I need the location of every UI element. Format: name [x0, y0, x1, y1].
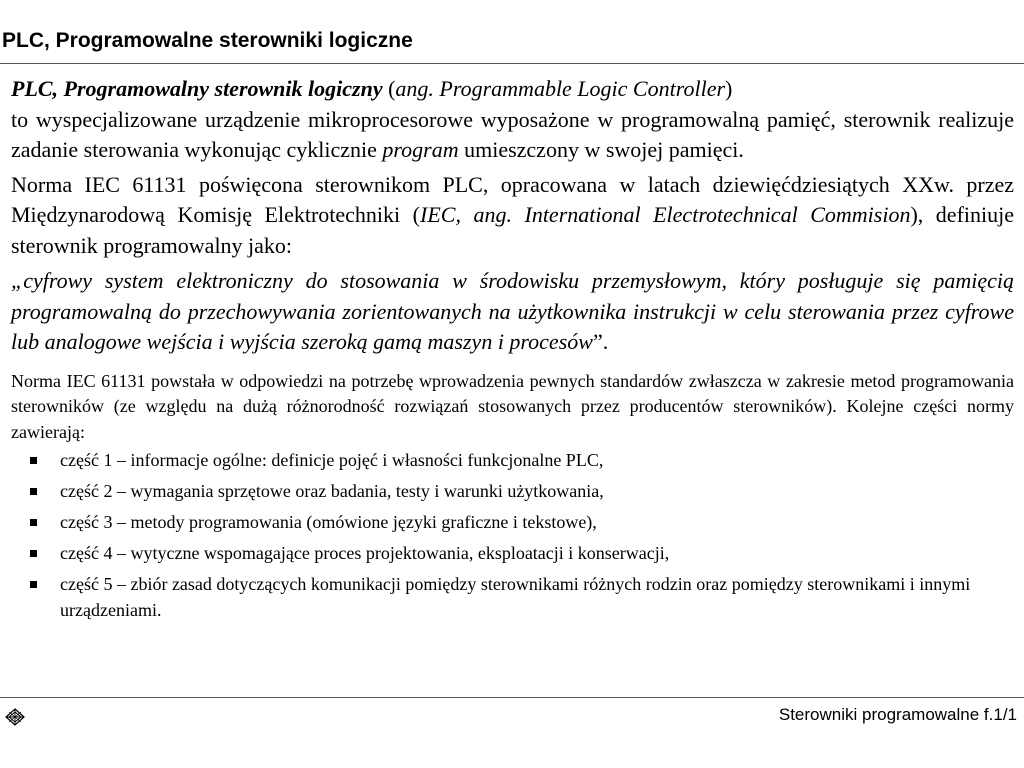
square-bullet-icon	[30, 457, 37, 464]
definition-quote	[11, 266, 1014, 358]
norm-iec-name: IEC, ang. International Electrotechnical Commision	[420, 202, 911, 227]
square-bullet-icon	[30, 550, 37, 557]
norm-text-a: Norma IEC 61131 poświęcona sterownikom PLC, opracowana w latach dziewięćdziesiątych XXw. przez Międzynarodową Komisję Elektrotechniki (	[11, 171, 1014, 227]
intro-paren-close: )	[725, 76, 733, 101]
list-item-text: część 3 – metody programowania (omówione języki graficzne i tekstowe),	[60, 512, 597, 532]
origin-paragraph: Norma IEC 61131 powstała w odpowiedzi na potrzebę wprowadzenia pewnych standardów zwłaszcza w zakresie metod programowania sterowników (ze względu na dużą różnorodność rozwiązań stosowanych przez producentów sterowników). Kolejne części normy zawierają:	[11, 370, 1014, 442]
list-item-text: część 1 – informacje ogólne: definicje pojęć i własności funkcjonalne PLC,	[60, 450, 604, 470]
page-content	[11, 74, 1014, 629]
list-item	[11, 572, 1014, 623]
intro-english-name: ang. Programmable Logic Controller	[395, 76, 726, 101]
footer-divider	[0, 697, 1024, 698]
page-title: PLC, Programowalne sterowniki logiczne	[2, 29, 413, 52]
page-header	[0, 0, 1024, 64]
intro-term: PLC, Programowalny sterownik logiczny	[11, 76, 383, 101]
ornament-icon	[5, 708, 25, 726]
list-item-text: część 2 – wymagania sprzętowe oraz badania, testy i warunki użytkowania,	[60, 481, 604, 501]
square-bullet-icon	[30, 519, 37, 526]
square-bullet-icon	[30, 581, 37, 588]
list-item-text: część 4 – wytyczne wspomagające proces projektowania, eksploatacji i konserwacji,	[60, 543, 670, 563]
list-item-text: część 5 – zbiór zasad dotyczących komunikacji pomiędzy sterownikami różnych rodzin oraz pomiędzy sterownikami i innymi urządzeniami.	[60, 574, 971, 620]
norm-text-b: ), definiuje sterownik programowalny jako:	[11, 202, 1014, 258]
intro-text-a: to wyspecjalizowane urządzenie mikroprocesorowe wyposażone w programowalną pamięć, sterownik realizuje zadanie sterowania wykonując cyklicznie	[11, 106, 1014, 162]
footer-page-label: Sterowniki programowalne f.1/1	[778, 705, 1017, 724]
intro-paren-open: (	[382, 76, 396, 101]
norm-paragraph	[11, 170, 1014, 262]
quote-text: „cyfrowy system elektroniczny do stosowania w środowisku przemysłowym, który posługuje się pamięcią programowalną do przechowywania zorientowanych na użytkownika instrukcji w celu sterowania przez cyfrowe lub analogowe wejścia i wyjścia szeroką gamą maszyn i procesów	[11, 268, 1014, 354]
list-item	[11, 541, 1014, 567]
list-item	[11, 510, 1014, 536]
list-item	[11, 479, 1014, 505]
list-item	[11, 448, 1014, 474]
intro-paragraph	[11, 74, 1014, 166]
norm-parts-list	[11, 448, 1014, 623]
square-bullet-icon	[30, 488, 37, 495]
intro-program-word: program	[382, 137, 459, 162]
intro-text-b: umieszczony w swojej pamięci.	[458, 137, 744, 162]
quote-close: ”.	[592, 329, 609, 354]
